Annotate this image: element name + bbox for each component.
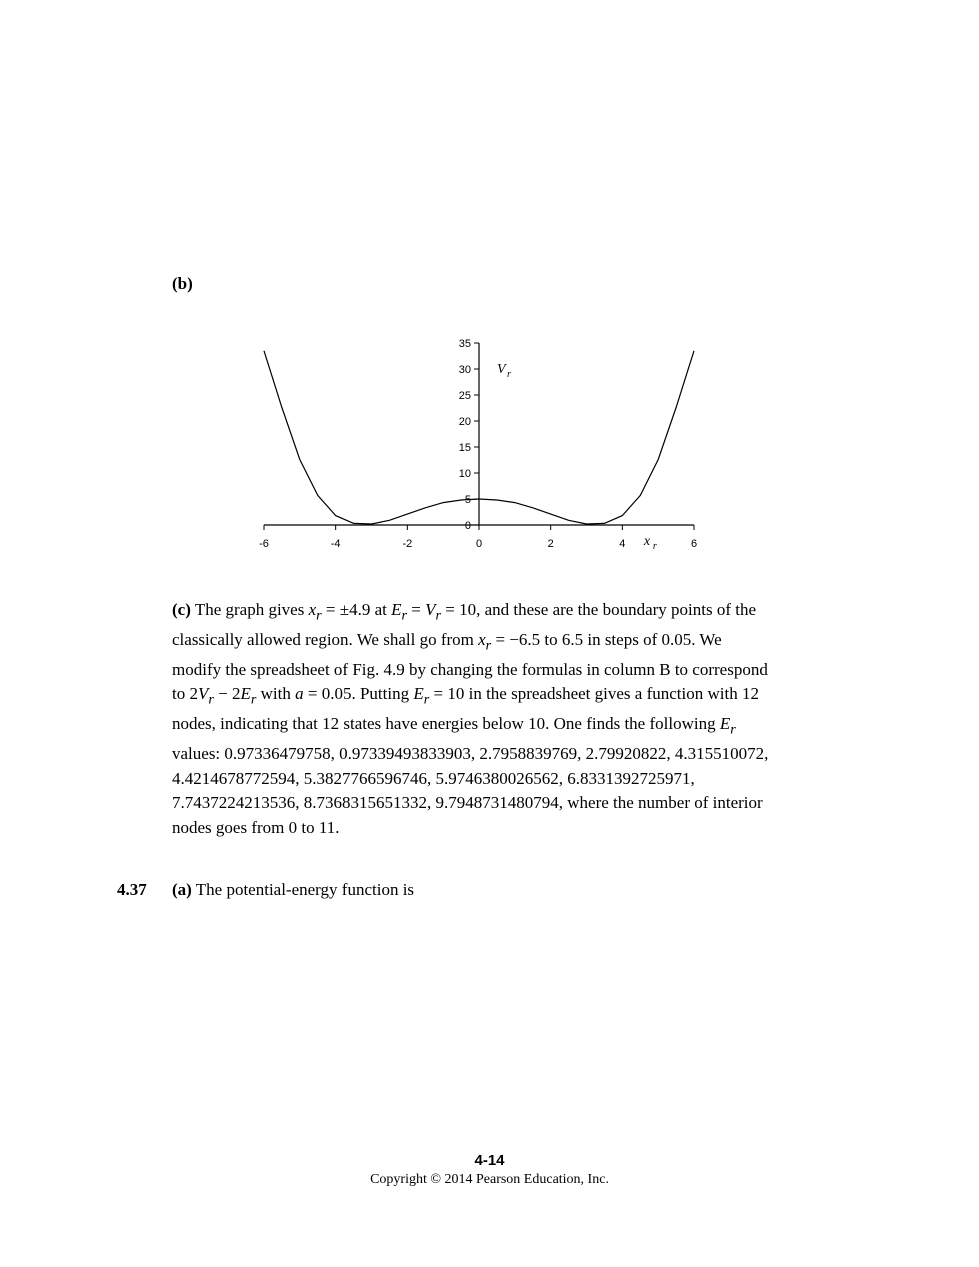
x-tick-label: -6 <box>259 538 269 550</box>
math-val: = 10 <box>429 684 465 704</box>
part-c-line-5 <box>172 712 872 742</box>
x-tick-label: 6 <box>690 538 698 550</box>
text-run: and these are the boundary points of the <box>480 600 757 619</box>
math-val: 2 <box>189 684 198 704</box>
y-tick-label: 5 <box>464 494 471 506</box>
problem-part-label: (a) <box>172 880 192 899</box>
y-tick-label: 35 <box>458 338 471 350</box>
math-var: x <box>308 600 317 619</box>
y-tick-label: 10 <box>458 468 471 480</box>
y-tick-label: 30 <box>458 364 471 376</box>
text-run: Putting <box>355 684 414 704</box>
text-run: in the spreadsheet gives a function with 12 <box>464 684 759 704</box>
math-val: = 10, <box>441 600 481 619</box>
text-run: at <box>370 600 392 619</box>
x-tick-label: 0 <box>475 538 483 550</box>
math-val: = <box>407 600 426 619</box>
y-axis-label: V <box>497 362 506 377</box>
text-run: nodes, indicating that 12 states have energies below 10. One finds the following <box>172 714 720 734</box>
math-var: a <box>295 684 304 704</box>
y-tick-label: 25 <box>458 390 471 402</box>
math-val: = −6.5 <box>491 629 541 649</box>
math-var: x <box>478 629 486 649</box>
math-var: E <box>413 684 424 704</box>
part-c-line-8: 7.7437224213536, 8.7368315651332, 9.7948731480794, where the number of interior <box>172 793 763 813</box>
part-c-line-1 <box>172 598 872 628</box>
math-val: = 0.05. <box>303 684 356 704</box>
text-run: The graph gives <box>190 600 309 619</box>
problem-statement <box>172 880 414 900</box>
math-var: E <box>240 684 251 704</box>
potential-energy-chart <box>230 325 730 565</box>
page-number: 4-14 <box>474 1152 505 1169</box>
x-tick-label: 2 <box>547 538 554 550</box>
part-c-line-9: nodes goes from 0 to 11. <box>172 817 340 837</box>
math-sub: r <box>435 607 442 624</box>
part-c-line-7: 4.4214678772594, 5.3827766596746, 5.9746380026562, 6.8331392725971, <box>172 768 695 788</box>
y-tick-label: 20 <box>458 416 471 428</box>
problem-number: 4.37 <box>117 880 147 899</box>
math-var: V <box>197 684 209 704</box>
math-sub: r <box>250 691 257 708</box>
math-sub: r <box>208 691 214 708</box>
part-c-paragraph <box>172 598 872 840</box>
x-axis-label-subscript: r <box>652 541 657 552</box>
part-c-label: (c) <box>172 600 191 619</box>
text-run: with <box>256 684 296 704</box>
part-c-line-3: modify the spreadsheet of Fig. 4.9 by changing the formulas in column B to correspond <box>172 659 768 679</box>
text-run: classically allowed region. We shall go from <box>172 629 479 649</box>
x-axis-label: x <box>643 534 651 549</box>
y-axis-label-subscript: r <box>507 369 511 380</box>
math-sub: r <box>401 607 408 624</box>
x-tick-label: -2 <box>402 538 413 550</box>
math-var: E <box>391 600 402 619</box>
math-val: − 2 <box>213 684 241 704</box>
part-c-line-6: values: 0.97336479758, 0.97339493833903, 2.7958839769, 2.79920822, 4.315510072, <box>172 744 769 764</box>
math-sub: r <box>316 607 322 624</box>
y-tick-label: 15 <box>458 442 471 454</box>
text-run: to <box>172 684 190 704</box>
math-var: V <box>425 600 436 619</box>
math-var: E <box>719 714 731 734</box>
part-c-line-4 <box>172 682 872 712</box>
y-tick-label: 0 <box>464 520 471 532</box>
math-sub: r <box>423 691 430 708</box>
math-sub: r <box>730 721 736 738</box>
part-b-label: (b) <box>172 274 193 293</box>
copyright-notice: Copyright © 2014 Pearson Education, Inc. <box>370 1172 609 1187</box>
math-val: = ±4.9 <box>321 600 371 619</box>
text-run: to 6.5 in steps of 0.05. We <box>540 629 722 649</box>
x-tick-label: 4 <box>619 538 626 550</box>
problem-text: The potential-energy function is <box>191 880 415 899</box>
math-sub: r <box>485 637 492 654</box>
part-c-line-2 <box>172 628 872 658</box>
x-tick-label: -4 <box>330 538 341 550</box>
